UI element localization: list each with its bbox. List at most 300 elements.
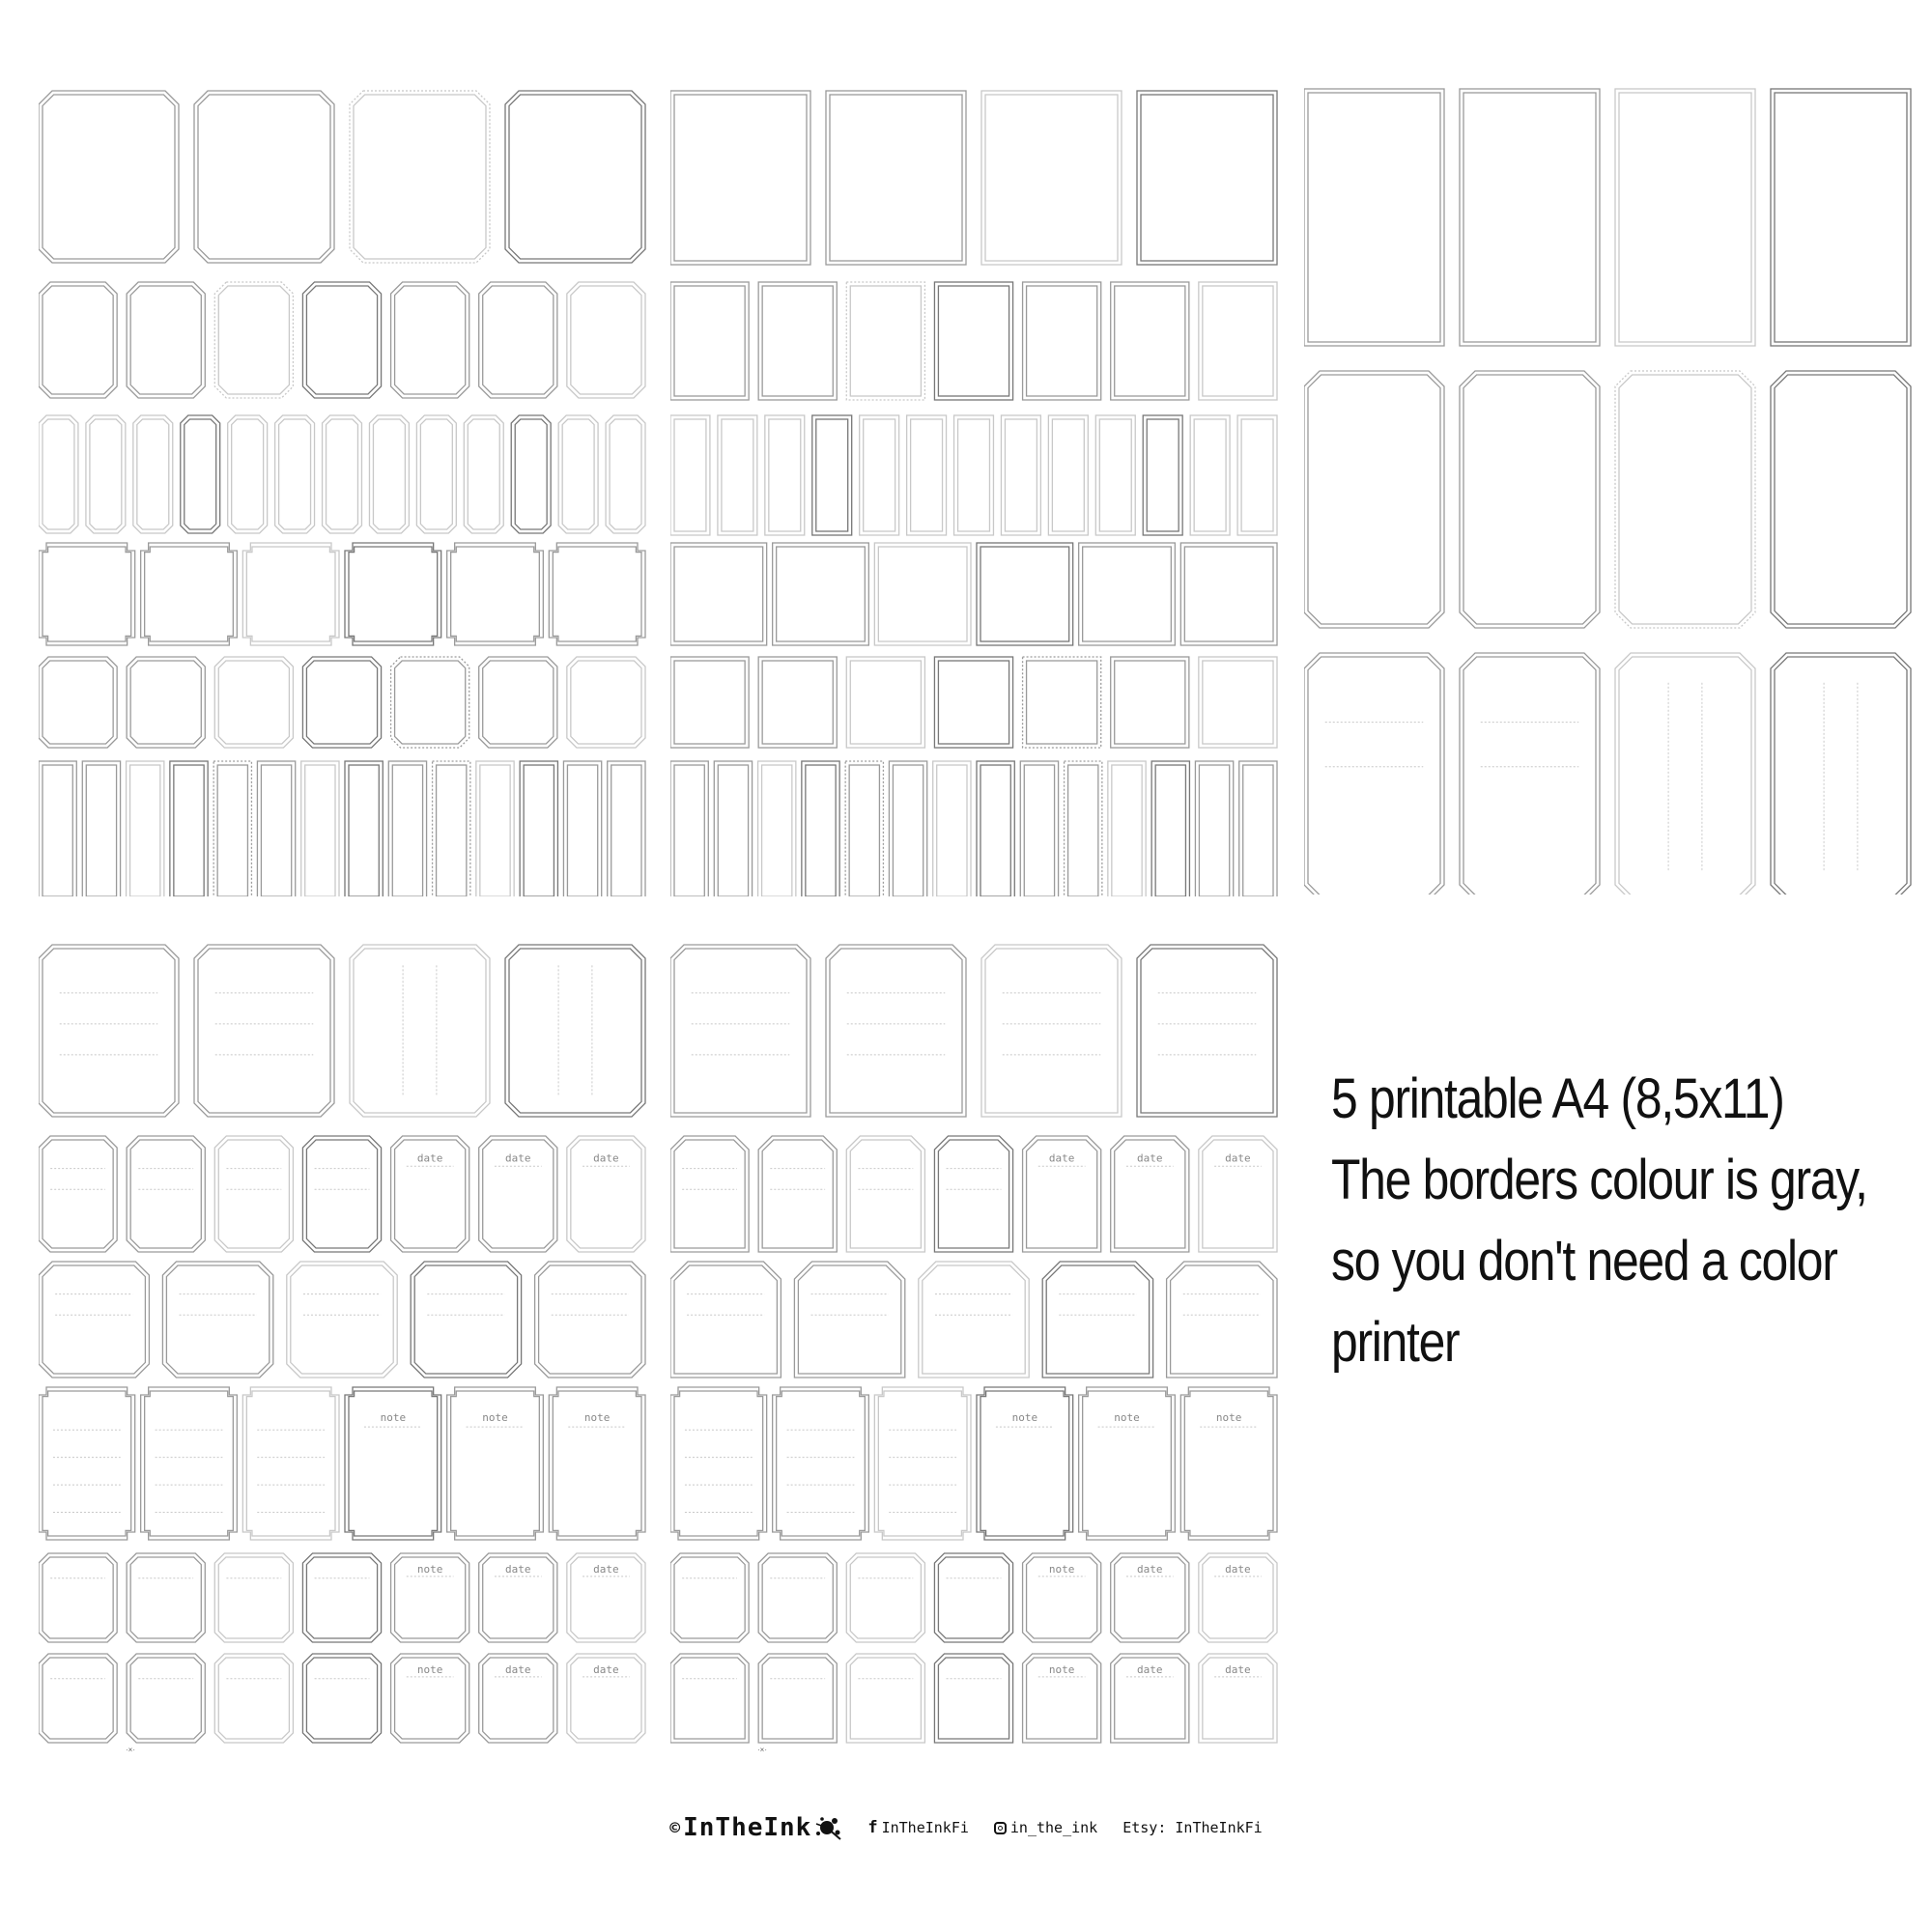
frame-border <box>1042 1262 1152 1378</box>
description-line-2: The borders colour is gray, <box>1331 1149 1867 1211</box>
frame-border <box>670 945 810 1117</box>
frame-border <box>275 415 315 533</box>
frame-border <box>306 661 377 744</box>
frame-border <box>567 657 645 748</box>
frame-border <box>606 415 645 533</box>
card-frame <box>170 761 208 896</box>
card-frame <box>1023 1654 1101 1743</box>
card-frame <box>758 1654 837 1743</box>
card-frame <box>934 1654 1012 1743</box>
frame-border <box>907 415 947 535</box>
card-frame <box>411 1262 521 1378</box>
printable-sheet-2 <box>670 85 1279 896</box>
frame-border <box>90 419 122 529</box>
frame-border <box>1147 419 1179 531</box>
frame-border <box>145 547 234 641</box>
card-frame <box>1615 89 1755 346</box>
description-line-1: 5 printable A4 (8,5x11) <box>1331 1067 1784 1130</box>
frame-border <box>826 91 966 265</box>
frame-border <box>802 761 839 896</box>
frame-border <box>218 1557 289 1638</box>
card-frame <box>1615 371 1755 628</box>
card-frame <box>802 761 839 896</box>
card-frame <box>228 415 268 533</box>
frame-border <box>246 1391 335 1536</box>
frame-border <box>130 661 201 744</box>
card-label-date: date <box>593 1563 619 1577</box>
card-frame <box>391 1654 469 1743</box>
card-frame <box>350 945 490 1117</box>
card-frame <box>345 543 441 645</box>
card-frame <box>1199 1136 1277 1252</box>
card-frame <box>242 543 339 645</box>
frame-border <box>670 657 749 748</box>
frame-border <box>938 661 1009 744</box>
sheet-4-frames <box>39 939 647 1760</box>
frame-border <box>414 1265 517 1374</box>
frame-border <box>1615 371 1755 628</box>
frame-border <box>670 1553 749 1642</box>
frame-border <box>1027 286 1097 396</box>
card-frame <box>981 945 1122 1117</box>
card-label-note: note <box>482 1410 508 1424</box>
frame-border <box>306 1557 377 1638</box>
frame-border <box>798 1265 900 1374</box>
frame-border <box>242 1387 339 1540</box>
card-frame <box>1137 945 1277 1117</box>
frame-border <box>850 661 921 744</box>
frame-border <box>218 1658 289 1739</box>
card-frame <box>391 657 469 748</box>
frame-border <box>306 1658 377 1739</box>
card-frame <box>1460 371 1600 628</box>
frame-border <box>214 1553 293 1642</box>
card-frame <box>670 1654 749 1743</box>
frame-border <box>674 547 763 641</box>
frame-border <box>39 945 179 1117</box>
card-frame <box>558 415 598 533</box>
card-frame <box>1023 657 1101 748</box>
frame-border <box>850 1658 921 1739</box>
frame-border <box>194 91 334 263</box>
card-frame <box>1460 89 1600 346</box>
card-label-note: note <box>583 1410 611 1424</box>
card-frame <box>670 91 810 265</box>
frame-border <box>214 282 293 398</box>
frame-border <box>937 765 967 896</box>
frame-border <box>567 282 645 398</box>
frame-border <box>345 543 441 645</box>
card-frame <box>670 1553 749 1642</box>
frame-border <box>1115 286 1185 396</box>
frame-border <box>977 543 1073 645</box>
copyright-symbol: © <box>669 1817 682 1838</box>
frame-border <box>411 1262 521 1378</box>
frame-border <box>608 761 645 896</box>
card-frame <box>511 415 551 533</box>
card-frame <box>194 91 334 263</box>
frame-border <box>39 543 135 645</box>
card-frame <box>127 1136 205 1252</box>
frame-border <box>43 1391 131 1536</box>
frame-border <box>1079 543 1176 645</box>
card-frame <box>567 1654 645 1743</box>
frame-border <box>562 419 594 529</box>
frame-border <box>846 657 924 748</box>
frame-border <box>43 419 74 529</box>
frame-border <box>874 543 971 645</box>
frame-border <box>674 1265 777 1374</box>
card-frame <box>39 945 179 1117</box>
card-frame <box>302 1553 381 1642</box>
frame-border <box>806 765 836 896</box>
sheet-1-frames <box>39 85 647 896</box>
frame-border <box>849 765 879 896</box>
frame-border <box>447 1387 544 1540</box>
frame-border <box>483 286 554 394</box>
frame-border <box>127 1553 205 1642</box>
frame-border <box>130 765 160 896</box>
frame-border <box>1241 419 1273 531</box>
card-frame <box>1304 653 1444 895</box>
frame-border <box>845 761 883 896</box>
frame-border <box>934 1553 1012 1642</box>
frame-border <box>1023 657 1101 748</box>
frame-border <box>218 661 289 744</box>
frame-border <box>43 1658 113 1739</box>
card-frame <box>127 1654 205 1743</box>
mini-logo-mark: ·×· <box>126 1746 135 1754</box>
frame-border <box>130 1557 201 1638</box>
frame-border <box>43 1265 145 1374</box>
frame-border <box>762 286 833 396</box>
frame-border <box>349 547 438 641</box>
card-frame <box>213 761 251 896</box>
etsy-text: Etsy: InTheInkFi <box>1122 1819 1263 1836</box>
frame-border <box>826 945 966 1117</box>
frame-border <box>141 1387 238 1540</box>
card-frame <box>39 282 117 398</box>
frame-border <box>39 1262 149 1378</box>
card-frame <box>1111 1553 1189 1642</box>
frame-border <box>82 761 120 896</box>
frame-border <box>218 286 289 394</box>
frame-border <box>1203 661 1273 744</box>
frame-border <box>985 949 1118 1113</box>
frame-border <box>674 1140 745 1248</box>
card-frame <box>257 761 295 896</box>
frame-border <box>388 761 426 896</box>
card-frame <box>567 1136 645 1252</box>
card-label-note: note <box>416 1663 443 1677</box>
card-frame <box>670 761 708 896</box>
frame-border <box>1194 419 1226 531</box>
frame-border <box>1111 657 1189 748</box>
card-frame <box>670 282 749 400</box>
frame-border <box>1190 415 1230 535</box>
frame-border <box>323 415 362 533</box>
card-frame <box>464 415 503 533</box>
frame-border <box>980 765 1010 896</box>
frame-border <box>480 765 510 896</box>
card-frame <box>1195 761 1233 896</box>
frame-border <box>1052 419 1084 531</box>
frame-border <box>1771 371 1911 628</box>
frame-border <box>670 415 710 535</box>
frame-border <box>1112 765 1142 896</box>
frame-border <box>864 419 895 531</box>
frame-border <box>674 1391 763 1536</box>
card-label-note: note <box>1011 1410 1038 1424</box>
facebook-text: InTheInkFi <box>881 1819 969 1836</box>
card-frame <box>549 1387 645 1540</box>
frame-border <box>571 286 641 394</box>
frame-border <box>934 1654 1012 1743</box>
frame-border <box>670 761 708 896</box>
frame-border <box>305 765 335 896</box>
frame-border <box>302 1553 381 1642</box>
frame-border <box>1460 371 1600 628</box>
frame-border <box>674 765 704 896</box>
frame-border <box>127 1136 205 1252</box>
frame-border <box>145 1391 234 1536</box>
frame-border <box>1141 95 1273 261</box>
frame-border <box>611 765 641 896</box>
card-frame <box>1615 653 1755 895</box>
frame-border <box>889 761 926 896</box>
frame-border <box>981 91 1122 265</box>
frame-border <box>43 547 131 641</box>
frame-border <box>433 761 470 896</box>
card-frame <box>214 1553 293 1642</box>
frame-border <box>464 415 503 533</box>
card-frame <box>1023 282 1101 400</box>
frame-border <box>954 415 994 535</box>
card-frame <box>82 761 120 896</box>
frame-border <box>261 765 291 896</box>
frame-border <box>391 657 469 748</box>
card-frame <box>773 543 869 645</box>
card-frame <box>1771 89 1911 346</box>
card-frame <box>1065 761 1102 896</box>
frame-border <box>674 286 745 396</box>
frame-border <box>515 419 547 529</box>
card-frame <box>718 415 757 535</box>
card-frame <box>86 415 126 533</box>
frame-border <box>1304 653 1444 895</box>
card-frame <box>765 415 805 535</box>
facebook-handle[interactable] <box>867 1818 969 1837</box>
frame-border <box>133 415 173 533</box>
frame-border <box>1308 375 1440 624</box>
frame-border <box>232 419 264 529</box>
card-frame <box>758 1553 837 1642</box>
card-frame <box>181 415 220 533</box>
frame-border <box>1171 1265 1273 1374</box>
frame-border <box>437 765 467 896</box>
card-frame <box>1199 657 1277 748</box>
card-label-date: date <box>416 1151 443 1165</box>
frame-border <box>345 761 383 896</box>
frame-border <box>933 761 971 896</box>
frame-border <box>1463 93 1596 342</box>
card-frame <box>141 1387 238 1540</box>
card-frame <box>934 657 1012 748</box>
frame-border <box>670 1136 749 1252</box>
frame-border <box>1180 543 1277 645</box>
card-frame <box>1167 1262 1277 1378</box>
card-frame <box>1190 415 1230 535</box>
frame-border <box>214 657 293 748</box>
brand-name: InTheInk <box>683 1813 812 1842</box>
frame-border <box>938 1557 1009 1638</box>
card-frame <box>889 761 926 896</box>
card-frame <box>39 91 179 263</box>
frame-border <box>369 415 409 533</box>
frame-border <box>43 1557 113 1638</box>
card-frame <box>39 1136 117 1252</box>
frame-border <box>549 543 645 645</box>
sheet-5-frames <box>670 939 1279 1760</box>
frame-border <box>958 419 990 531</box>
frame-border <box>1237 415 1277 535</box>
card-frame <box>773 1387 869 1540</box>
card-frame <box>907 415 947 535</box>
frame-border <box>86 415 126 533</box>
brand-logo <box>669 1813 842 1842</box>
frame-border <box>476 761 514 896</box>
card-frame <box>567 657 645 748</box>
card-frame <box>505 945 645 1117</box>
frame-border <box>127 657 205 748</box>
card-frame <box>1048 415 1088 535</box>
frame-border <box>977 1387 1073 1540</box>
frame-border <box>181 415 220 533</box>
frame-border <box>539 1265 641 1374</box>
frame-border <box>505 945 645 1117</box>
frame-border <box>674 1557 745 1638</box>
frame-border <box>567 765 597 896</box>
frame-border <box>395 661 466 744</box>
frame-border <box>1024 765 1054 896</box>
frame-border <box>1463 657 1596 895</box>
card-label-note: note <box>380 1410 407 1424</box>
frame-border <box>553 547 641 641</box>
card-frame <box>1020 761 1058 896</box>
frame-border <box>674 419 706 531</box>
etsy-handle[interactable] <box>1122 1819 1263 1836</box>
card-frame <box>214 282 293 398</box>
frame-border <box>479 657 557 748</box>
frame-border <box>714 761 752 896</box>
frame-border <box>938 1658 1009 1739</box>
frame-border <box>1775 93 1907 342</box>
frame-border <box>977 761 1014 896</box>
card-frame <box>977 543 1073 645</box>
frame-border <box>1046 1265 1149 1374</box>
frame-border <box>130 1658 201 1739</box>
frame-border <box>878 1391 967 1536</box>
card-frame <box>39 1654 117 1743</box>
card-frame <box>447 543 544 645</box>
frame-border <box>769 419 801 531</box>
card-frame <box>447 1387 544 1540</box>
card-frame <box>127 1553 205 1642</box>
frame-border <box>670 1654 749 1743</box>
card-frame <box>39 761 76 896</box>
instagram-handle[interactable] <box>994 1819 1097 1836</box>
frame-border <box>505 91 645 263</box>
frame-border <box>934 657 1012 748</box>
frame-border <box>980 547 1069 641</box>
frame-border <box>846 1654 924 1743</box>
frame-border <box>130 1140 201 1248</box>
frame-border <box>610 419 641 529</box>
frame-border <box>1065 761 1102 896</box>
frame-border <box>174 765 204 896</box>
frame-border <box>762 661 833 744</box>
frame-border <box>287 1262 397 1378</box>
frame-border <box>1199 765 1229 896</box>
frame-border <box>246 547 335 641</box>
frame-border <box>43 765 72 896</box>
card-frame <box>345 1387 441 1540</box>
frame-border <box>674 661 745 744</box>
frame-border <box>86 765 116 896</box>
frame-border <box>674 95 807 261</box>
card-frame <box>39 1553 117 1642</box>
card-frame <box>302 1654 381 1743</box>
card-frame <box>479 1553 557 1642</box>
card-frame <box>714 761 752 896</box>
frame-border <box>354 95 486 259</box>
card-frame <box>479 657 557 748</box>
card-frame <box>1111 1136 1189 1252</box>
card-label-note: note <box>1048 1563 1075 1577</box>
card-frame <box>977 1387 1073 1540</box>
frame-border <box>1203 286 1273 396</box>
frame-border <box>257 761 295 896</box>
frame-border <box>327 419 358 529</box>
printable-sheet-3 <box>1304 83 1913 895</box>
frame-border <box>447 543 544 645</box>
frame-border <box>291 1265 393 1374</box>
printable-sheet-5 <box>670 939 1279 1760</box>
frame-border <box>1023 282 1101 400</box>
card-frame <box>39 1387 135 1540</box>
card-frame <box>954 415 994 535</box>
card-frame <box>1111 657 1189 748</box>
card-frame <box>391 1136 469 1252</box>
card-frame <box>758 282 837 400</box>
card-frame <box>758 657 837 748</box>
printable-sheet-4 <box>39 939 647 1760</box>
card-frame <box>275 415 315 533</box>
frame-border <box>170 761 208 896</box>
frame-border <box>846 1553 924 1642</box>
frame-border <box>214 1654 293 1743</box>
frame-border <box>1615 653 1755 895</box>
frame-border <box>39 91 179 263</box>
description-line-4: printer <box>1331 1311 1460 1374</box>
card-frame <box>1111 1654 1189 1743</box>
sheet-2-frames <box>670 85 1279 896</box>
card-frame <box>1111 282 1189 400</box>
frame-border <box>571 661 641 744</box>
card-frame <box>670 415 710 535</box>
frame-border <box>670 1262 781 1378</box>
card-frame <box>287 1262 397 1378</box>
